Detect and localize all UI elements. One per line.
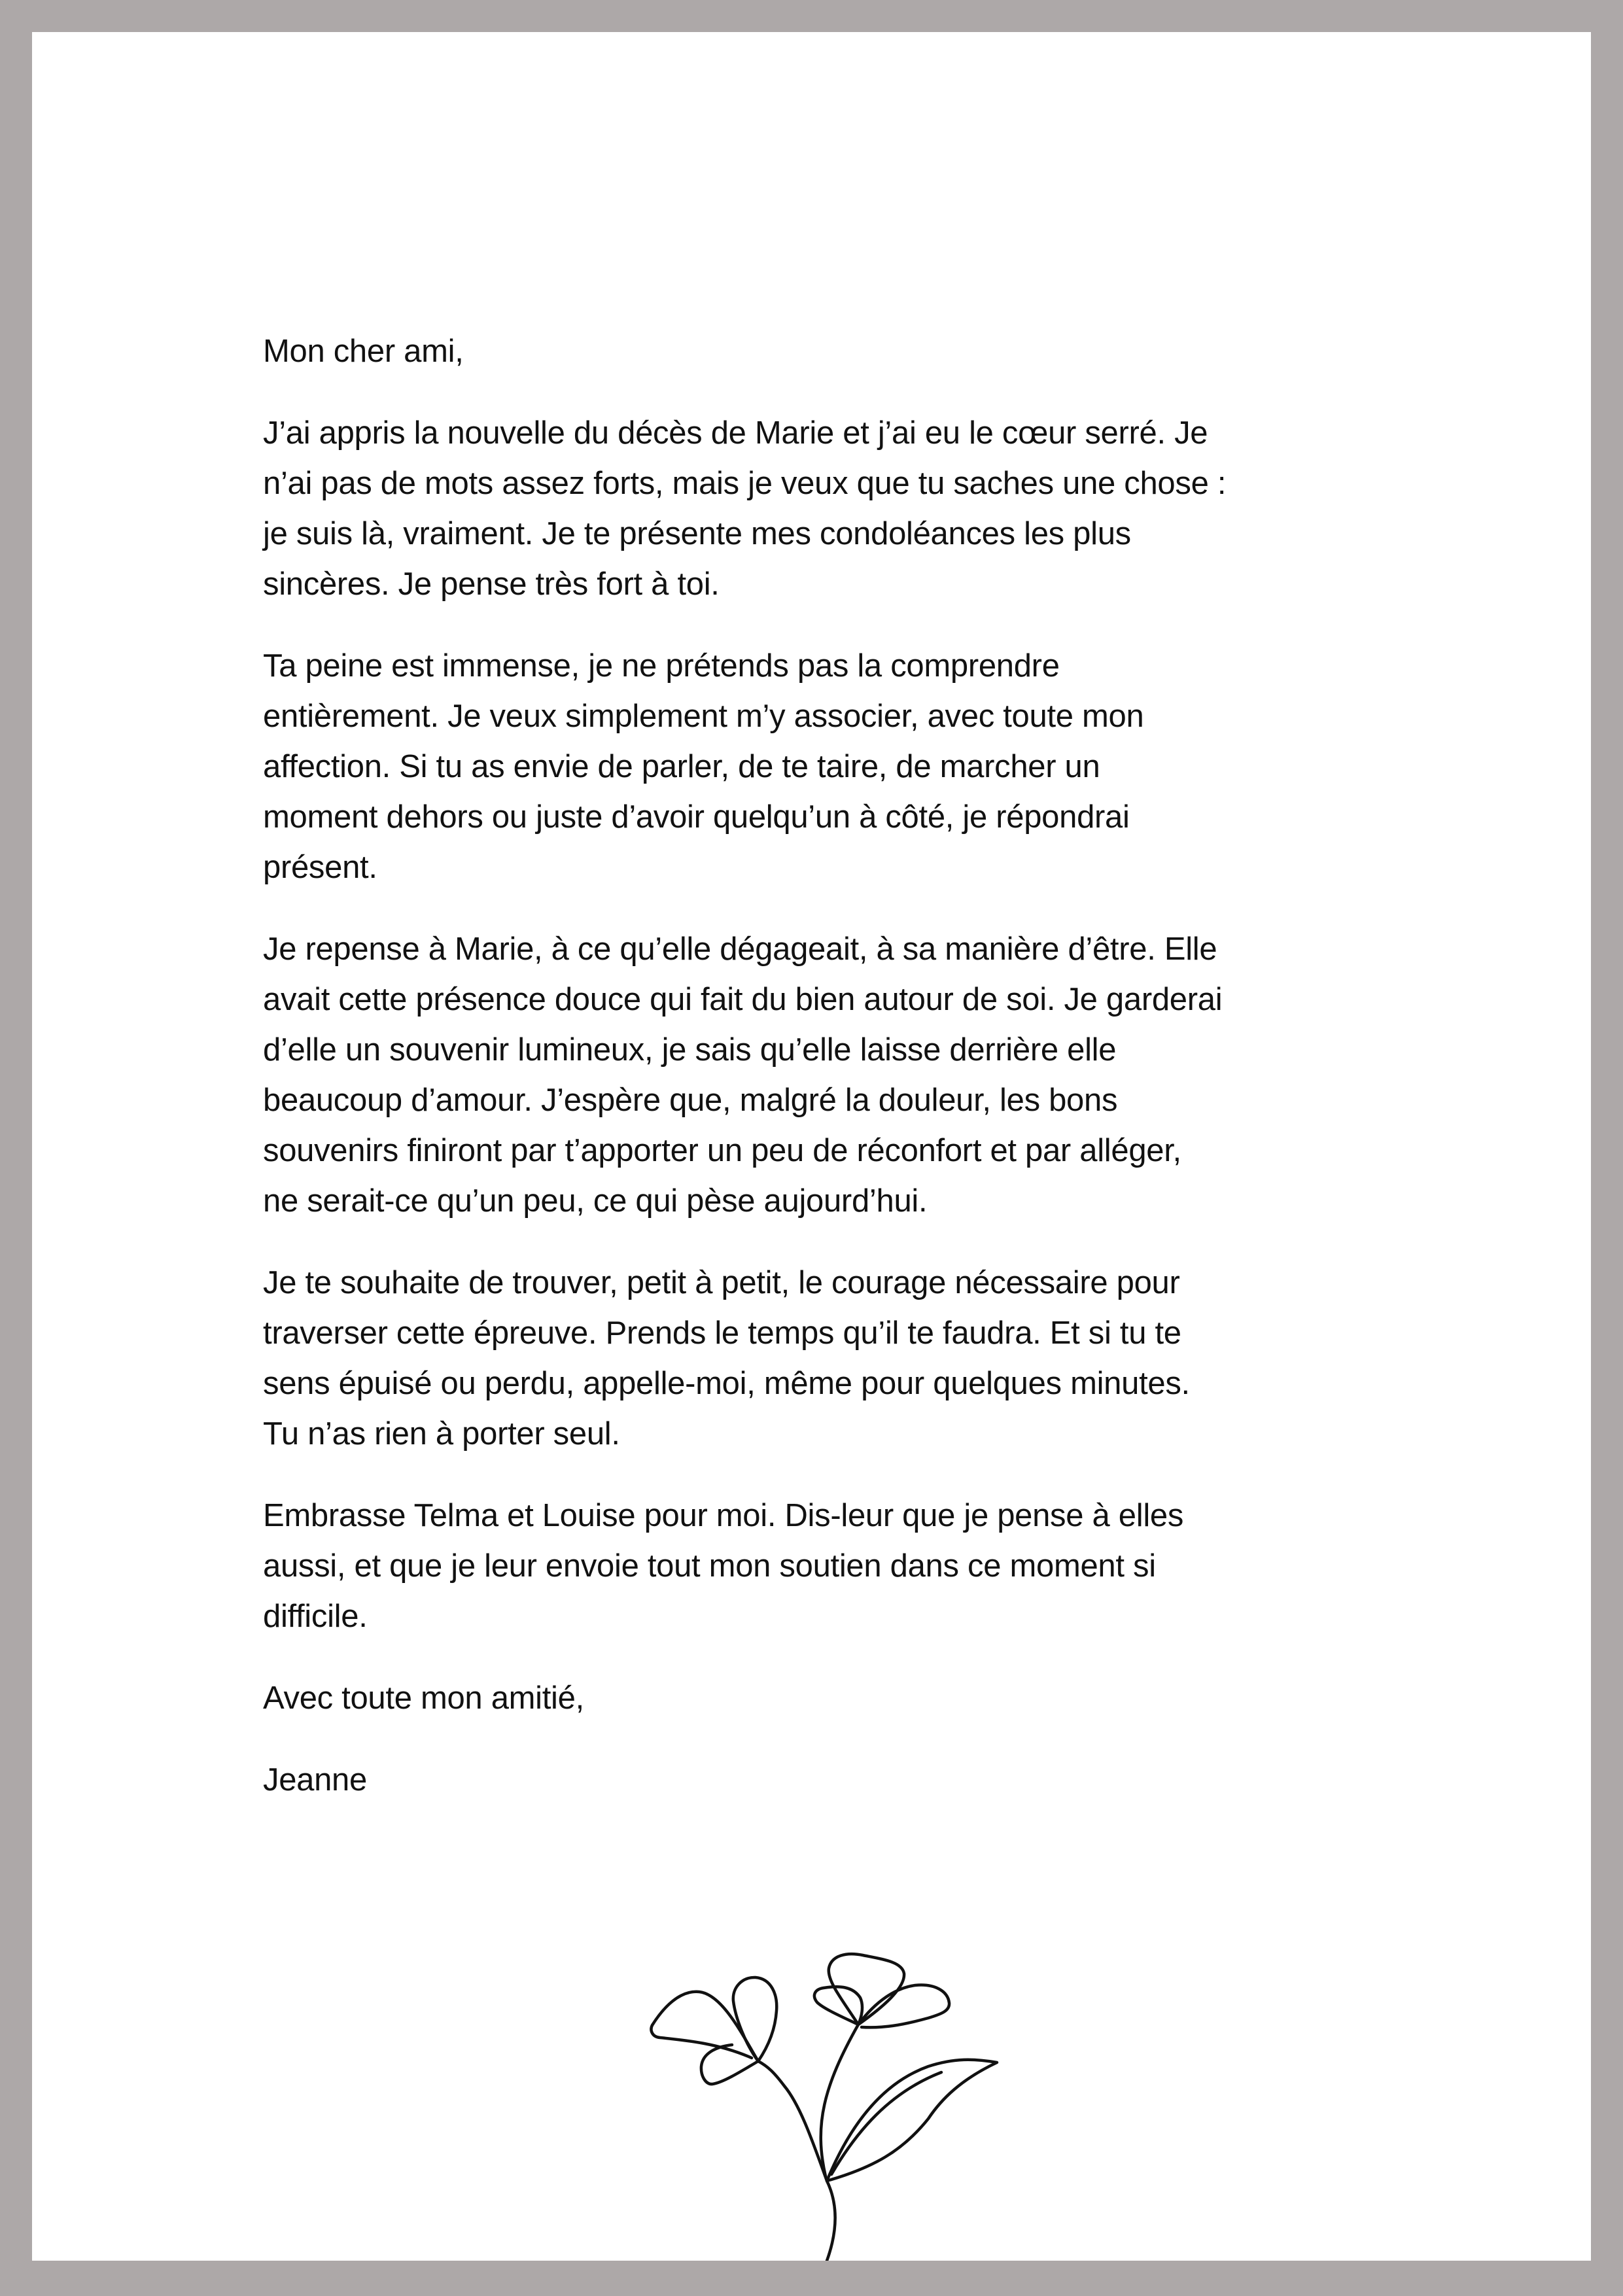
paragraph-family [263, 1491, 1440, 1642]
text-line: ne serait-ce qu’un peu, ce qui pèse aujourd’hui. [263, 1183, 928, 1219]
text-line: beaucoup d’amour. J’espère que, malgré la douleur, les bons [263, 1083, 1118, 1118]
text-line: Embrasse Telma et Louise pour moi. Dis-leur que je pense à elles [263, 1498, 1184, 1533]
text-line: présent. [263, 850, 377, 885]
closing [263, 1673, 1440, 1724]
text-line: Tu n’as rien à porter seul. [263, 1416, 620, 1452]
petal-left-large [652, 1992, 759, 2061]
petal-left-lower [701, 2045, 758, 2084]
leaf-vein [831, 2072, 941, 2174]
text-line: difficile. [263, 1599, 368, 1634]
petal-right-large [858, 1985, 949, 2028]
text-line: traverser cette épreuve. Prends le temps qu’il te faudra. Et si tu te [263, 1315, 1181, 1351]
text-line: Ta peine est immense, je ne prétends pas la comprendre [263, 648, 1060, 684]
text-line: Je repense à Marie, à ce qu’elle dégageait, à sa manière d’être. Elle [263, 931, 1217, 967]
signature [263, 1755, 1440, 1805]
text-line: sincères. Je pense très fort à toi. [263, 566, 720, 602]
letter-body [263, 326, 1440, 1837]
text-line: je suis là, vraiment. Je te présente mes condoléances les plus [263, 516, 1131, 551]
signature-name: Jeanne [263, 1762, 367, 1798]
text-line: n’ai pas de mots assez forts, mais je veux que tu saches une chose : [263, 466, 1227, 501]
stem-main [827, 2181, 835, 2261]
petal-right-top [829, 1954, 904, 2025]
leaf-outer [827, 2060, 997, 2181]
letter-page [32, 32, 1591, 2261]
text-line: Je te souhaite de trouver, petit à petit, le courage nécessaire pour [263, 1265, 1180, 1300]
petal-left-tall [733, 1977, 777, 2061]
text-line: avait cette présence douce qui fait du bien autour de soi. Je garderai [263, 982, 1223, 1017]
paragraph-courage [263, 1258, 1440, 1459]
text-line: souvenirs finiront par t’apporter un peu de réconfort et par alléger, [263, 1133, 1181, 1168]
salutation [263, 326, 1440, 377]
paragraph-condolences [263, 408, 1440, 610]
text-line: moment dehors ou juste d’avoir quelqu’un à côté, je répondrai [263, 799, 1130, 835]
stem-right [821, 2025, 858, 2176]
text-line: aussi, et que je leur envoie tout mon soutien dans ce moment si [263, 1548, 1156, 1584]
text-line: entièrement. Je veux simplement m’y associer, avec toute mon [263, 699, 1144, 734]
paragraph-memories [263, 924, 1440, 1226]
text-line: Mon cher ami, [263, 334, 464, 369]
text-line: J’ai appris la nouvelle du décès de Marie et j’ai eu le cœur serré. Je [263, 415, 1208, 451]
text-line: affection. Si tu as envie de parler, de te taire, de marcher un [263, 749, 1100, 784]
stem-left [758, 2061, 827, 2181]
text-line: Avec toute mon amitié, [263, 1680, 584, 1716]
paragraph-support [263, 641, 1440, 893]
petal-right-small [814, 1987, 862, 2025]
text-line: sens épuisé ou perdu, appelle-moi, même pour quelques minutes. [263, 1366, 1190, 1401]
text-line: d’elle un souvenir lumineux, je sais qu’elle laisse derrière elle [263, 1032, 1117, 1068]
